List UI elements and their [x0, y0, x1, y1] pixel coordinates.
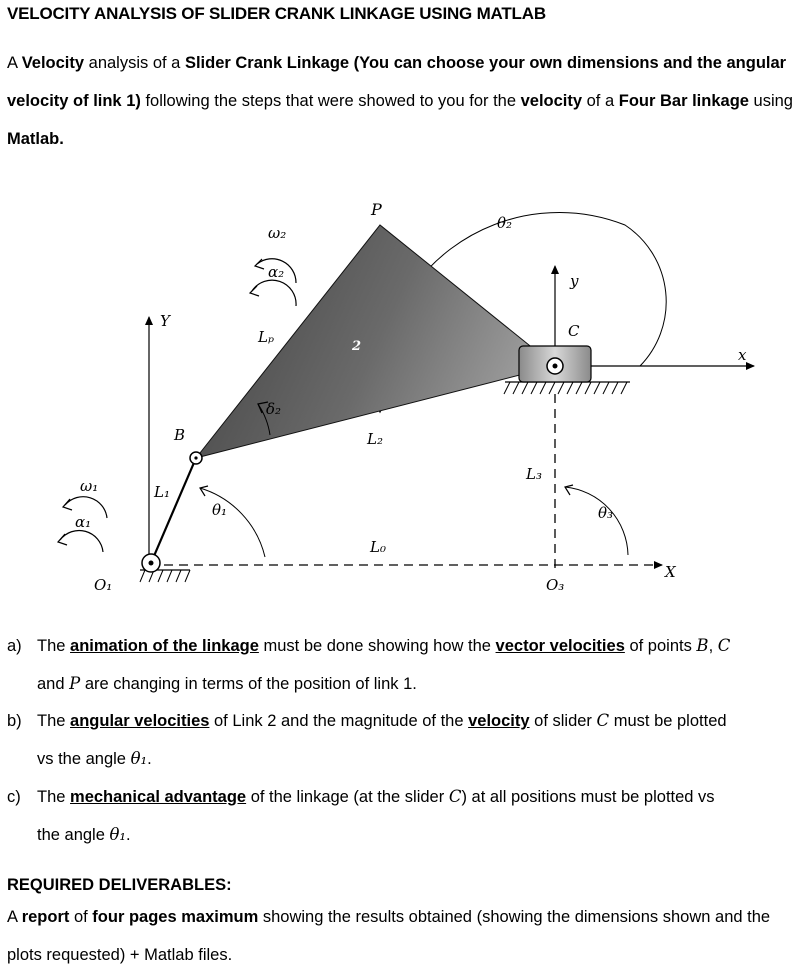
deliverables-text [7, 898, 807, 974]
label-link-2: 2 [352, 339, 362, 354]
link-1-crank [151, 458, 196, 563]
label-omega2: ω₂ [268, 224, 287, 242]
qa-text-6: B [696, 636, 709, 655]
qb-text-2: angular velocities [70, 712, 210, 730]
deliv-text-5: showing the results obtained (showing the dimensions shown and the plots requested) + Matlab files. [7, 908, 771, 964]
label-p: P [371, 200, 382, 219]
qb-text-7: must be plotted [609, 712, 727, 730]
theta3-arc [565, 487, 628, 555]
qb-text-6: C [596, 711, 610, 730]
label-lp: Lₚ [258, 328, 274, 346]
ground-o1 [140, 554, 190, 582]
intro-text-9: using [748, 92, 793, 110]
label-theta3: θ₃ [598, 504, 614, 522]
qa-text-4: vector velocities [495, 637, 625, 655]
qb-text-10: . [147, 750, 152, 768]
qa-text-1: The [37, 637, 71, 655]
qc-text-3: of the linkage (at the slider [246, 788, 449, 806]
label-y-local: y [570, 272, 579, 290]
qb-text-3: of Link 2 and the magnitude of the [209, 712, 469, 730]
qc-text-4: C [448, 787, 462, 806]
qa-text-5: of points [624, 637, 697, 655]
qa-text-3: must be done showing how the [258, 637, 496, 655]
slider-c [504, 346, 630, 394]
qa-text-2: animation of the linkage [70, 637, 259, 655]
label-l3: L₃ [526, 465, 542, 483]
label-l1: L₁ [154, 483, 170, 501]
intro-text-4: Slider Crank Linkage (You can choose your own dimensions and the angular velocity of link 1) [7, 54, 787, 110]
deliv-text-4: four pages maximum [92, 908, 259, 926]
label-c: C [568, 322, 580, 340]
qc-text-7: θ₁ [109, 825, 127, 844]
deliverables-heading: REQUIRED DELIVERABLES: [7, 876, 232, 894]
qc-text-6: the angle [37, 826, 110, 844]
qc-text-5: ) at all positions must be plotted vs [461, 788, 715, 806]
intro-text-7: of a [582, 92, 619, 110]
intro-text-1: A [7, 54, 22, 72]
theta1-arc [200, 488, 265, 557]
pin-b [190, 452, 202, 464]
qc-text-1: The [37, 788, 71, 806]
slider-crank-diagram [0, 190, 810, 610]
theta3-arc-arrow [565, 485, 573, 495]
question-a [7, 627, 807, 703]
theta1-arc-arrow [200, 486, 208, 496]
alpha2-arrow [252, 280, 296, 306]
label-alpha2: α₂ [268, 263, 285, 281]
label-l2: L₂ [367, 430, 383, 448]
label-x-global: X [665, 563, 676, 581]
intro-text-3: analysis of a [84, 54, 185, 72]
intro-text-5: following the steps that were showed to you for the [140, 92, 521, 110]
qc-text-2: mechanical advantage [70, 788, 247, 806]
question-c [7, 778, 807, 854]
intro-text-8: Four Bar linkage [618, 92, 749, 110]
label-alpha1: α₁ [75, 513, 92, 531]
intro-text-10: Matlab. [7, 130, 64, 148]
qa-text-10: P [69, 674, 81, 693]
label-y-global: Y [160, 312, 170, 330]
intro-text-2: Velocity [21, 54, 85, 72]
qa-text-9: and [37, 675, 70, 693]
qb-text-4: velocity [468, 712, 530, 730]
qb-text-8: vs the angle [37, 750, 131, 768]
qa-text-8: C [717, 636, 731, 655]
label-l0: L₀ [370, 538, 386, 556]
question-a-label: a) [7, 637, 22, 655]
link-2-triangle [196, 225, 555, 458]
alpha1-arrow [60, 530, 103, 552]
intro-text-6: velocity [520, 92, 583, 110]
qb-text-5: of slider [529, 712, 597, 730]
qa-text-7: , [708, 637, 718, 655]
question-c-label: c) [7, 788, 21, 806]
qb-text-1: The [37, 712, 71, 730]
label-o1: O₁ [94, 576, 113, 594]
label-o3: O₃ [546, 576, 565, 594]
label-delta2: δ₂ [266, 400, 282, 418]
deliv-text-1: A [7, 908, 22, 926]
label-theta2: θ₂ [497, 214, 513, 232]
deliv-text-2: report [21, 908, 70, 926]
label-omega1: ω₁ [80, 477, 99, 495]
document-title: VELOCITY ANALYSIS OF SLIDER CRANK LINKAGE USING MATLAB [7, 4, 546, 23]
label-b: B [174, 426, 186, 444]
label-theta1: θ₁ [212, 501, 228, 519]
question-b-label: b) [7, 712, 22, 730]
qb-text-9: θ₁ [130, 749, 148, 768]
question-b [7, 702, 807, 778]
qc-text-8: . [126, 826, 131, 844]
deliv-text-3: of [69, 908, 93, 926]
qa-text-11: are changing in terms of the position of link 1. [80, 675, 417, 693]
label-x-local: x [738, 346, 747, 364]
intro-paragraph [7, 44, 807, 158]
